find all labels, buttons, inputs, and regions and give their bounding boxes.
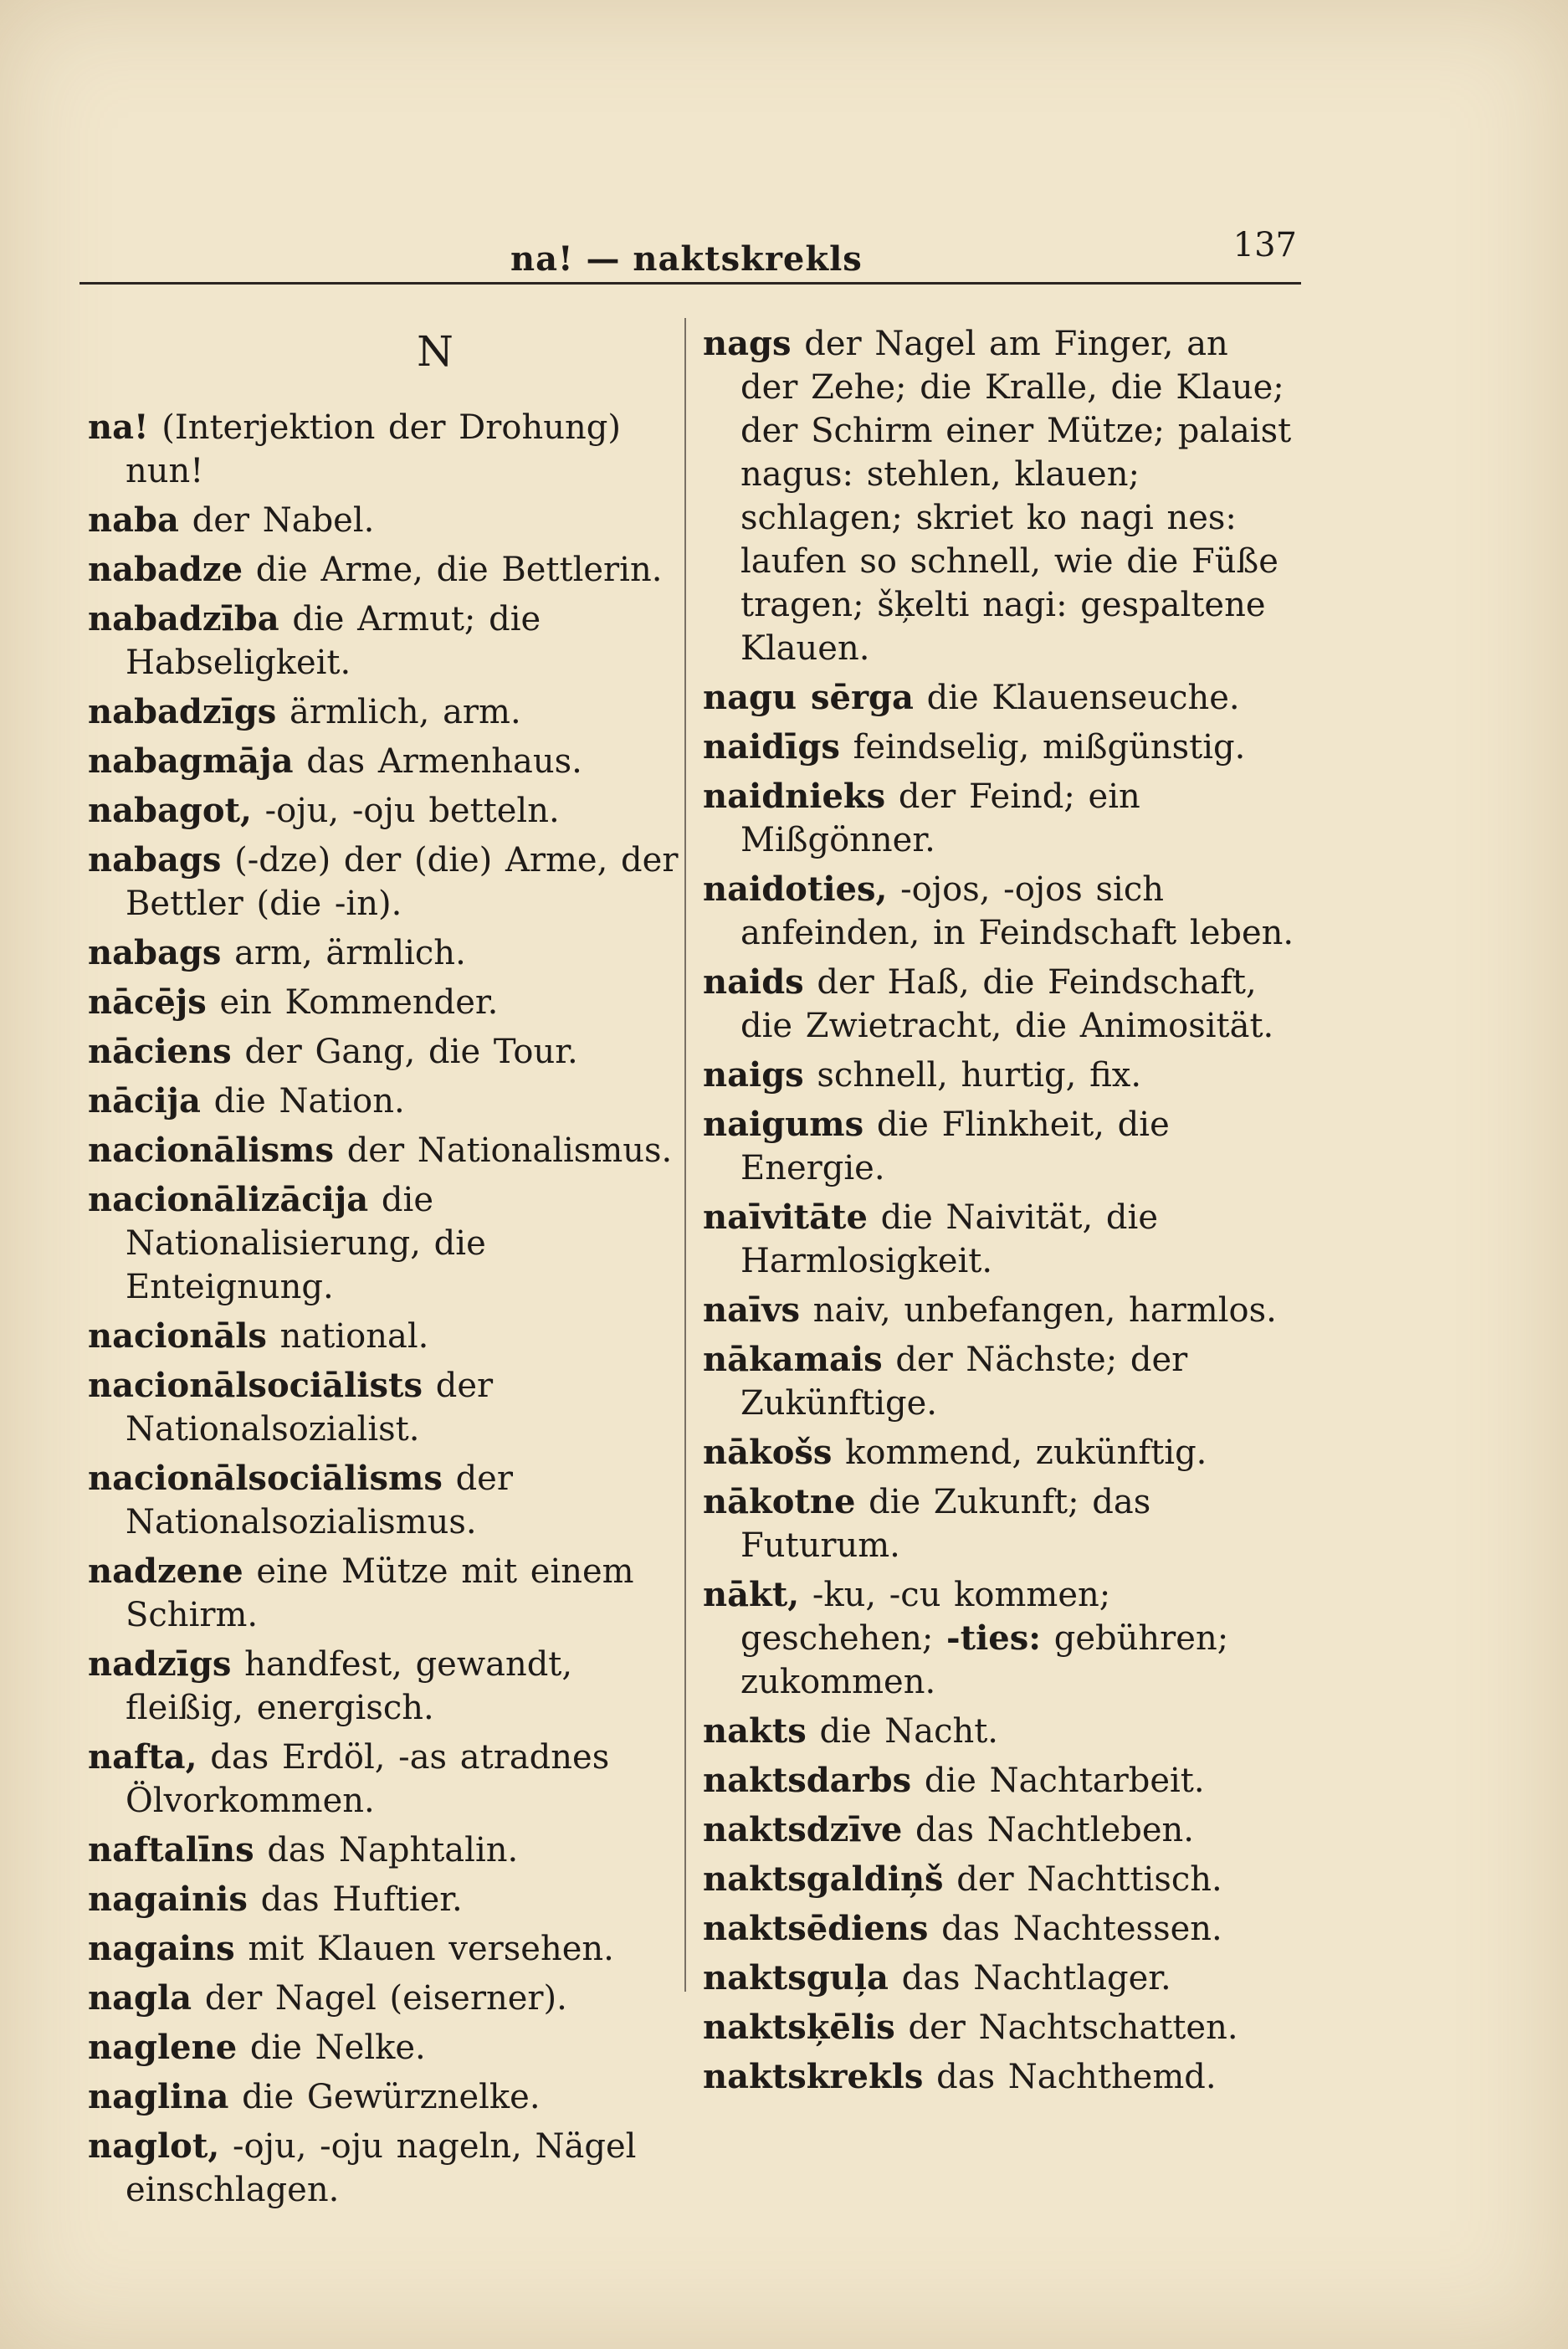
entry-definition: das Naphtalin. — [267, 1831, 519, 1869]
dictionary-entry — [703, 2055, 1297, 2099]
entry-definition: die Nationalisierung, die Enteignung. — [126, 1181, 486, 1306]
dictionary-entry — [88, 789, 682, 833]
entry-sub-headword: -ties: — [946, 1618, 1042, 1658]
dictionary-entry — [703, 1759, 1297, 1803]
entry-definition: die Klauenseuche. — [926, 679, 1240, 717]
entry-headword: nabadzīgs — [88, 692, 277, 731]
entry-headword: nacionāls — [88, 1316, 267, 1356]
entry-headword: nagains — [88, 1929, 235, 1968]
entry-headword: nagu sērga — [703, 678, 914, 717]
entry-definition: die Nachtarbeit. — [924, 1762, 1205, 1800]
dictionary-entry — [88, 2075, 682, 2119]
entry-definition: die Armut; die Habseligkeit. — [126, 600, 541, 682]
dictionary-entry — [703, 1858, 1297, 1901]
entry-definition: der Nagel (eiserner). — [204, 1979, 567, 2018]
entry-headword: nacionālsociālists — [88, 1366, 423, 1405]
entry-definition: das Nachthemd. — [936, 2058, 1217, 2096]
entry-headword: nagla — [88, 1978, 192, 2018]
left-entries — [88, 406, 682, 2212]
entry-definition: die Nation. — [213, 1082, 405, 1121]
dictionary-entry — [88, 2125, 682, 2212]
entry-headword: naīvitāte — [703, 1198, 868, 1237]
dictionary-entry — [703, 1054, 1297, 1097]
dictionary-entry — [703, 1957, 1297, 2000]
entry-headword: nākt, — [703, 1575, 800, 1614]
entry-headword: naktsguļa — [703, 1958, 889, 1998]
entry-headword: nabadze — [88, 550, 243, 589]
entry-definition: der Gang, die Tour. — [244, 1033, 578, 1071]
entry-definition: handfest, gewandt, fleißig, energisch. — [126, 1645, 573, 1727]
entry-headword: naktsdzīve — [703, 1810, 903, 1849]
entry-definition: das Armenhaus. — [306, 742, 582, 781]
right-column — [703, 322, 1297, 2105]
dictionary-entry — [88, 1129, 682, 1172]
column-divider — [684, 318, 686, 1992]
dictionary-entry — [88, 839, 682, 926]
dictionary-entry — [703, 868, 1297, 955]
dictionary-entry — [88, 1878, 682, 1921]
entry-definition: das Huftier. — [260, 1880, 463, 1919]
entry-headword: nabags — [88, 933, 222, 972]
entry-definition: das Erdöl, -as atradnes Ölvorkommen. — [126, 1738, 610, 1820]
entry-definition: das Nachtleben. — [915, 1811, 1194, 1849]
entry-definition: das Nachtessen. — [941, 1910, 1222, 1948]
entry-definition: der Haß, die Feindschaft, die Zwietracht, die Animosität. — [740, 963, 1274, 1045]
entry-definition: die Nacht. — [819, 1712, 999, 1751]
entry-definition: naiv, unbefangen, harmlos. — [812, 1291, 1277, 1330]
page-number: 137 — [1232, 226, 1297, 264]
entry-definition: das Nachtlager. — [901, 1959, 1171, 1998]
dictionary-entry — [703, 2006, 1297, 2049]
entry-headword: naftalīns — [88, 1830, 254, 1869]
entry-headword: nadzene — [88, 1551, 243, 1591]
entry-headword: naigs — [703, 1055, 804, 1095]
entry-headword: naids — [703, 962, 804, 1002]
entry-definition: der Nationalsozialismus. — [126, 1459, 513, 1541]
entry-headword: nācija — [88, 1081, 201, 1121]
entry-definition: (Interjektion der Drohung) nun! — [126, 408, 621, 490]
entry-headword: nacionālisms — [88, 1131, 334, 1170]
entry-definition: der Nächste; der Zukünftige. — [740, 1341, 1188, 1423]
dictionary-entry — [703, 726, 1297, 769]
dictionary-entry — [88, 1364, 682, 1451]
dictionary-entry — [88, 598, 682, 685]
dictionary-entry — [88, 499, 682, 542]
dictionary-entry — [88, 406, 682, 493]
entry-definition: die Nelke. — [249, 2028, 426, 2067]
entry-sub-definition: gebühren; zukommen. — [740, 1619, 1229, 1701]
dictionary-entry — [88, 1736, 682, 1823]
dictionary-entry — [703, 1480, 1297, 1567]
dictionary-entry — [703, 1289, 1297, 1332]
entry-headword: nagainis — [88, 1880, 248, 1919]
dictionary-entry — [703, 1907, 1297, 1951]
entry-headword: naglene — [88, 2028, 238, 2067]
dictionary-entry — [88, 690, 682, 734]
dictionary-entry — [88, 1828, 682, 1872]
entry-headword: nāciens — [88, 1032, 232, 1071]
dictionary-entry — [703, 1808, 1297, 1852]
entry-definition: mit Klauen versehen. — [248, 1930, 614, 1968]
entry-definition: der Nachttisch. — [956, 1860, 1222, 1899]
entry-definition: die Naivität, die Harmlosigkeit. — [740, 1198, 1158, 1280]
entry-headword: naktsēdiens — [703, 1909, 929, 1948]
dictionary-entry — [703, 1710, 1297, 1753]
dictionary-entry — [88, 1977, 682, 2020]
dictionary-entry — [703, 322, 1297, 670]
dictionary-entry — [88, 1550, 682, 1637]
entry-definition: ärmlich, arm. — [289, 693, 521, 731]
entry-definition: -ojos, -ojos sich anfeinden, in Feindschaft leben. — [740, 870, 1294, 952]
entry-headword: naīvs — [703, 1290, 800, 1330]
dictionary-entry — [88, 1080, 682, 1123]
entry-definition: feindselig, mißgünstig. — [853, 728, 1246, 767]
dictionary-entry — [703, 775, 1297, 862]
entry-definition: -oju, -oju nageln, Nägel einschlagen. — [126, 2127, 637, 2209]
entry-headword: naba — [88, 500, 179, 540]
entry-headword: nakts — [703, 1711, 807, 1751]
entry-headword: naidoties, — [703, 869, 888, 909]
entry-definition: die Arme, die Bettlerin. — [255, 551, 663, 589]
entry-headword: nākošs — [703, 1433, 833, 1472]
entry-headword: naidīgs — [703, 727, 840, 767]
left-column — [88, 322, 682, 2218]
entry-headword: naktsgaldiņš — [703, 1859, 944, 1899]
dictionary-entry — [703, 1338, 1297, 1425]
entry-headword: naigums — [703, 1105, 864, 1144]
entry-headword: nags — [703, 324, 792, 363]
header-rule — [79, 282, 1301, 285]
entry-headword: na! — [88, 408, 149, 447]
entry-definition: der Nationalsozialist. — [126, 1367, 494, 1449]
dictionary-entry — [88, 1643, 682, 1730]
entry-headword: nabags — [88, 840, 222, 880]
dictionary-entry — [703, 1103, 1297, 1190]
entry-definition: die Flinkheit, die Energie. — [740, 1105, 1170, 1187]
entry-headword: nacionālsociālisms — [88, 1459, 443, 1498]
entry-headword: nabagot, — [88, 791, 252, 830]
entry-headword: nadzīgs — [88, 1644, 232, 1684]
entry-definition: der Feind; ein Mißgönner. — [740, 777, 1140, 859]
dictionary-entry — [703, 1196, 1297, 1283]
entry-headword: naglot, — [88, 2126, 220, 2166]
page-header — [79, 226, 1301, 285]
dictionary-entry — [703, 1573, 1297, 1704]
dictionary-entry — [703, 961, 1297, 1048]
entry-definition: kommend, zukünftig. — [845, 1434, 1207, 1472]
entry-definition: der Nationalismus. — [346, 1131, 673, 1170]
entry-definition: (-dze) der (die) Arme, der Bettler (die -in). — [126, 841, 679, 923]
dictionary-entry — [88, 1315, 682, 1358]
entry-definition: -oju, -oju betteln. — [264, 792, 560, 830]
entry-definition: der Nachtschatten. — [908, 2008, 1238, 2047]
dictionary-entry — [88, 1178, 682, 1309]
dictionary-entry — [88, 740, 682, 783]
entry-definition: ein Kommender. — [219, 983, 499, 1022]
dictionary-entry — [88, 981, 682, 1024]
entry-headword: nākotne — [703, 1482, 856, 1521]
section-letter: N — [417, 327, 453, 376]
entry-headword: nabagmāja — [88, 741, 294, 781]
entry-headword: naidnieks — [703, 777, 886, 816]
entry-headword: nafta, — [88, 1737, 197, 1777]
entry-definition: -ku, -cu kommen; geschehen; — [740, 1576, 1111, 1658]
dictionary-entry — [703, 1431, 1297, 1475]
entry-definition: schnell, hurtig, fix. — [817, 1056, 1142, 1095]
entry-definition: der Nagel am Finger, an der Zehe; die Kralle, die Klaue; der Schirm einer Mütze; palaist nagus: stehlen, klauen; schlagen; skriet ko nagi nes: laufen so schnell, wie die Füße tragen; šķelti nagi: gespaltene Klauen. — [740, 325, 1292, 668]
entry-headword: naglina — [88, 2077, 229, 2116]
entry-headword: nabadzība — [88, 599, 279, 639]
entry-definition: der Nabel. — [192, 501, 375, 540]
dictionary-entry — [88, 1457, 682, 1544]
entry-headword: naktskrekls — [703, 2057, 924, 2096]
entry-headword: nacionālizācija — [88, 1180, 369, 1219]
dictionary-entry — [88, 931, 682, 975]
dictionary-entry — [88, 1030, 682, 1074]
right-entries — [703, 322, 1297, 2099]
entry-headword: nācējs — [88, 982, 207, 1022]
dictionary-entry — [88, 2026, 682, 2069]
entry-definition: eine Mütze mit einem Schirm. — [126, 1552, 634, 1634]
entry-headword: naktsķēlis — [703, 2008, 895, 2047]
dictionary-entry — [88, 1927, 682, 1971]
entry-headword: naktsdarbs — [703, 1761, 912, 1800]
entry-definition: national. — [279, 1317, 429, 1356]
dictionary-entry — [88, 548, 682, 592]
dictionary-entry — [703, 676, 1297, 720]
entry-headword: nākamais — [703, 1340, 883, 1379]
running-head: na! — naktskrekls — [510, 239, 863, 279]
entry-definition: die Gewürznelke. — [242, 2078, 541, 2116]
entry-definition: arm, ärmlich. — [234, 934, 466, 972]
entry-definition: die Zukunft; das Futurum. — [740, 1483, 1151, 1565]
